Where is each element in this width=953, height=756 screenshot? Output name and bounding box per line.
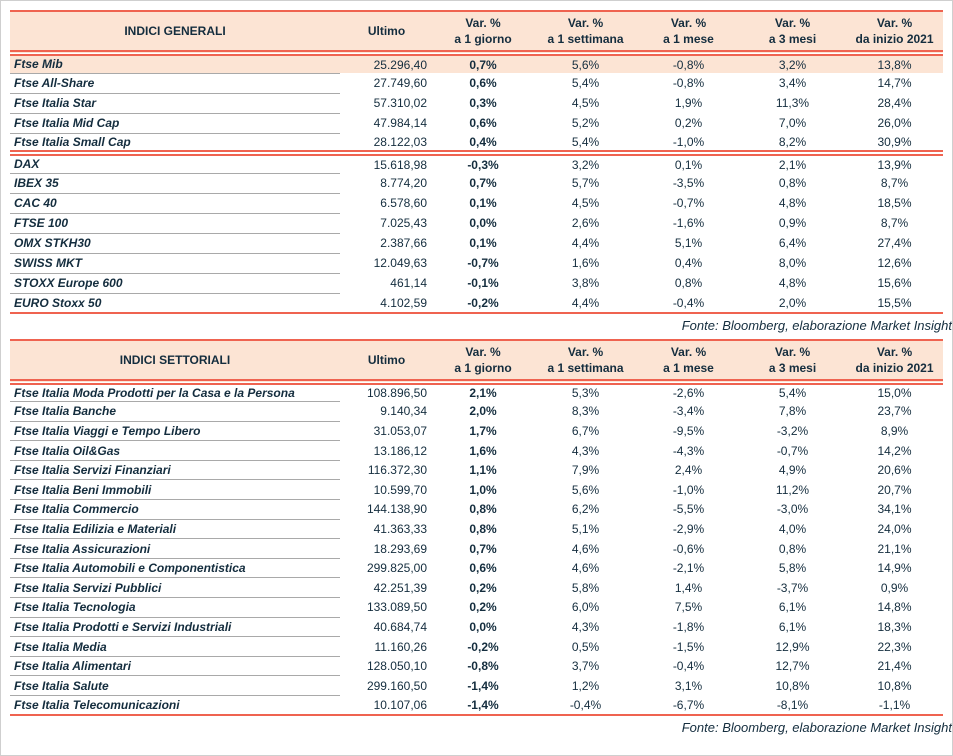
var-3-months-cell: 12,7% [775, 659, 810, 674]
var-1-month-cell: 0,8% [674, 276, 703, 290]
var-3-months-cell: 8,0% [778, 256, 807, 270]
var-1-week-cell: 6,2% [571, 502, 600, 517]
index-name-cell: Ftse Italia Mid Cap [10, 113, 340, 133]
table-row [10, 480, 943, 500]
var-1-month-cell: -4,3% [672, 443, 705, 458]
var-3-months-cell: 8,2% [778, 134, 807, 149]
var-1-day-cell: -0,2% [467, 295, 499, 310]
var-1-week-cell: 3,7% [571, 659, 600, 674]
column-header-ultimo: Ultimo [367, 24, 406, 38]
var-3-months-cell: 0,8% [778, 176, 807, 190]
var-ytd-2021-cell: 22,3% [877, 639, 912, 654]
table-row [10, 402, 943, 422]
column-header-var-1-day: Var. % a 1 giorno [454, 345, 512, 375]
last-value-cell: 57.310,02 [373, 96, 427, 110]
table-row [10, 617, 943, 637]
var-1-month-cell: 1,4% [674, 580, 703, 595]
index-name-cell: Ftse Italia Servizi Pubblici [10, 578, 340, 598]
var-ytd-2021-cell: 8,7% [880, 216, 909, 230]
var-1-month-cell: -9,5% [672, 423, 705, 438]
index-name-cell: Ftse Italia Star [10, 93, 340, 113]
last-value-cell: 133.089,50 [366, 600, 427, 615]
var-1-day-cell: -1,4% [467, 697, 499, 712]
var-1-week-cell: -0,4% [569, 697, 602, 712]
table-row [10, 460, 943, 480]
index-name-cell: OMX STKH30 [10, 233, 340, 253]
var-1-month-cell: 5,1% [674, 236, 703, 250]
var-1-week-cell: 1,2% [571, 678, 600, 693]
last-value-cell: 11.160,26 [374, 639, 427, 654]
var-ytd-2021-cell: 20,6% [877, 463, 912, 478]
last-value-cell: 47.984,14 [373, 116, 427, 130]
var-3-months-cell: 11,2% [775, 482, 810, 497]
var-ytd-2021-cell: 23,7% [877, 404, 912, 419]
index-name-cell: SWISS MKT [10, 253, 340, 273]
var-3-months-cell: 12,9% [775, 639, 810, 654]
var-3-months-cell: 7,8% [778, 404, 807, 419]
last-value-cell: 13.186,12 [373, 443, 427, 458]
index-name-cell: Ftse All-Share [10, 73, 340, 93]
table-row [10, 273, 943, 293]
var-1-month-cell: -1,6% [672, 216, 705, 230]
index-name-cell: Ftse Italia Moda Prodotti per la Casa e la Persona [10, 382, 340, 402]
general-indices-table [10, 10, 943, 314]
var-3-months-cell: 4,0% [778, 521, 807, 536]
var-1-month-cell: 0,1% [674, 157, 703, 172]
column-header-var-1-month: Var. % a 1 mese [663, 345, 714, 375]
var-1-week-cell: 3,2% [571, 157, 600, 172]
var-ytd-2021-cell: 14,9% [877, 561, 912, 576]
var-1-day-cell: -0,8% [467, 659, 499, 674]
index-name-cell: IBEX 35 [10, 173, 340, 193]
index-name-cell: Ftse Italia Commercio [10, 500, 340, 520]
table-row [10, 558, 943, 578]
var-1-month-cell: -2,6% [672, 386, 705, 401]
column-header-var-1-week: Var. % a 1 settimana [547, 16, 624, 46]
var-1-month-cell: 0,4% [674, 256, 703, 270]
table-row [10, 293, 943, 313]
column-header-var-3-months: Var. % a 3 mesi [768, 16, 817, 46]
var-1-week-cell: 4,3% [571, 619, 600, 634]
source-note: Fonte: Bloomberg, elaborazione Market Insight [681, 318, 952, 333]
var-ytd-2021-cell: 14,7% [877, 76, 912, 90]
index-name-cell: Ftse Italia Media [10, 637, 340, 657]
var-1-day-cell: -0,7% [467, 256, 499, 270]
sector-indices-table [10, 339, 943, 716]
last-value-cell: 8.774,20 [380, 176, 427, 190]
last-value-cell: 12.049,63 [373, 256, 427, 270]
column-header-ultimo: Ultimo [367, 353, 406, 367]
var-ytd-2021-cell: 0,9% [880, 580, 909, 595]
var-3-months-cell: 4,8% [778, 196, 807, 210]
var-1-month-cell: -1,0% [672, 482, 705, 497]
var-1-month-cell: -1,5% [672, 639, 705, 654]
var-3-months-cell: 6,1% [778, 600, 807, 615]
var-1-day-cell: 0,8% [469, 521, 497, 536]
last-value-cell: 299.825,00 [366, 561, 427, 576]
var-ytd-2021-cell: 14,2% [877, 443, 912, 458]
table-row [10, 113, 943, 133]
var-1-week-cell: 4,5% [571, 96, 600, 110]
var-ytd-2021-cell: 8,9% [880, 423, 909, 438]
var-1-month-cell: -2,1% [672, 561, 705, 576]
var-1-month-cell: 2,4% [674, 463, 703, 478]
var-1-week-cell: 7,9% [571, 463, 600, 478]
var-1-day-cell: 1,7% [469, 423, 497, 438]
var-3-months-cell: 6,1% [778, 619, 807, 634]
last-value-cell: 41.363,33 [373, 521, 427, 536]
index-name-cell: FTSE 100 [10, 213, 340, 233]
var-1-day-cell: 2,1% [469, 386, 497, 401]
var-1-day-cell: 1,1% [469, 463, 497, 478]
var-1-week-cell: 4,6% [571, 541, 600, 556]
var-ytd-2021-cell: 26,0% [877, 116, 912, 130]
var-1-month-cell: -0,6% [672, 541, 705, 556]
var-1-day-cell: -0,2% [467, 639, 499, 654]
table-title: INDICI GENERALI [124, 24, 226, 38]
var-3-months-cell: 2,0% [778, 295, 807, 310]
var-3-months-cell: -3,2% [776, 423, 809, 438]
var-1-day-cell: 0,1% [469, 236, 497, 250]
table-row [10, 133, 943, 153]
table-row [10, 500, 943, 520]
var-ytd-2021-cell: 10,8% [877, 678, 912, 693]
var-3-months-cell: 5,4% [778, 386, 807, 401]
last-value-cell: 10.107,06 [373, 697, 427, 712]
italian-indices-section [10, 53, 943, 153]
index-name-cell: Ftse Italia Banche [10, 402, 340, 422]
var-1-day-cell: 0,6% [469, 116, 497, 130]
index-name-cell: Ftse Italia Servizi Finanziari [10, 460, 340, 480]
table-row [10, 539, 943, 559]
table-row [10, 441, 943, 461]
last-value-cell: 42.251,39 [373, 580, 427, 595]
table-row [10, 598, 943, 618]
last-value-cell: 6.578,60 [380, 196, 427, 210]
var-1-month-cell: -5,5% [672, 502, 705, 517]
index-name-cell: Ftse Italia Prodotti e Servizi Industriali [10, 617, 340, 637]
var-3-months-cell: 6,4% [778, 236, 807, 250]
var-1-month-cell: -0,8% [638, 53, 739, 73]
column-header-var-1-day: Var. % a 1 giorno [454, 16, 512, 46]
var-3-months-cell: 3,2% [739, 53, 846, 73]
table-row [10, 676, 943, 696]
var-3-months-cell: -3,7% [776, 580, 809, 595]
last-value-cell: 9.140,34 [380, 404, 427, 419]
var-1-day-cell: 0,0% [469, 216, 497, 230]
column-header-var-1-week: Var. % a 1 settimana [547, 345, 624, 375]
var-ytd-2021-cell: -1,1% [878, 697, 911, 712]
var-1-month-cell: 7,5% [674, 600, 703, 615]
var-1-week-cell: 5,4% [571, 76, 600, 90]
var-1-week-cell: 5,6% [571, 482, 600, 497]
var-ytd-2021-cell: 27,4% [877, 236, 912, 250]
table-row [10, 253, 943, 273]
var-ytd-2021-cell: 12,6% [877, 256, 912, 270]
index-name-cell: Ftse Italia Telecomunicazioni [10, 696, 340, 716]
sector-indices-rows [10, 382, 943, 715]
last-value-cell: 10.599,70 [373, 482, 427, 497]
last-value-cell: 4.102,59 [380, 295, 427, 310]
table-row [10, 382, 943, 402]
var-1-week-cell: 4,3% [571, 443, 600, 458]
var-1-day-cell: 0,6% [469, 76, 497, 90]
var-1-day-cell: 0,6% [469, 561, 497, 576]
table-row [10, 233, 943, 253]
index-name-cell: EURO Stoxx 50 [10, 293, 340, 313]
last-value-cell: 461,14 [390, 276, 427, 290]
var-1-day-cell: 0,4% [469, 134, 497, 149]
column-header-var-ytd-2021: Var. % da inizio 2021 [855, 345, 934, 375]
var-ytd-2021-cell: 21,4% [877, 659, 912, 674]
var-1-month-cell: -0,7% [672, 196, 705, 210]
index-name-cell: Ftse Italia Assicurazioni [10, 539, 340, 559]
last-value-cell: 116.372,30 [367, 463, 427, 478]
var-ytd-2021-cell: 13,9% [877, 157, 912, 172]
var-1-week-cell: 0,5% [571, 639, 600, 654]
var-1-week-cell: 5,4% [571, 134, 600, 149]
var-1-week-cell: 5,7% [571, 176, 600, 190]
index-name-cell: Ftse Italia Alimentari [10, 656, 340, 676]
sector-indices-header [10, 340, 943, 382]
var-3-months-cell: -0,7% [776, 443, 809, 458]
var-1-day-cell: 1,6% [469, 443, 497, 458]
var-1-week-cell: 2,6% [571, 216, 600, 230]
var-1-week-cell: 6,0% [571, 600, 600, 615]
index-name-cell: Ftse Italia Tecnologia [10, 598, 340, 618]
var-1-day-cell: -0,3% [467, 157, 499, 172]
var-3-months-cell: 3,4% [778, 76, 807, 90]
var-ytd-2021-cell: 13,8% [846, 53, 943, 73]
var-1-month-cell: -0,4% [672, 295, 705, 310]
index-name-cell: STOXX Europe 600 [10, 273, 340, 293]
index-name-cell: Ftse Italia Small Cap [10, 133, 340, 153]
table-row [10, 93, 943, 113]
var-1-week-cell: 5,8% [571, 580, 600, 595]
index-name-cell: DAX [10, 153, 340, 173]
var-1-day-cell: -0,1% [467, 276, 499, 290]
column-header-var-1-month: Var. % a 1 mese [663, 16, 714, 46]
var-1-day-cell: 0,7% [469, 541, 497, 556]
var-3-months-cell: 0,8% [778, 541, 807, 556]
var-1-month-cell: -1,8% [672, 619, 705, 634]
var-1-month-cell: 1,9% [674, 96, 703, 110]
table-row [10, 53, 943, 73]
table-row [10, 213, 943, 233]
last-value-cell: 15.618,98 [373, 157, 427, 172]
var-3-months-cell: 10,8% [775, 678, 810, 693]
var-ytd-2021-cell: 15,5% [877, 295, 912, 310]
index-name-cell: CAC 40 [10, 193, 340, 213]
var-3-months-cell: 4,9% [778, 463, 807, 478]
last-value-cell: 31.053,07 [373, 423, 427, 438]
var-1-month-cell: -2,9% [672, 521, 705, 536]
last-value-cell: 108.896,50 [366, 386, 427, 401]
var-ytd-2021-cell: 30,9% [877, 134, 912, 149]
table-row [10, 637, 943, 657]
var-1-month-cell: -6,7% [672, 697, 705, 712]
var-1-week-cell: 5,3% [571, 386, 600, 401]
table-title: INDICI SETTORIALI [119, 353, 231, 367]
var-1-month-cell: -0,8% [672, 76, 705, 90]
european-indices-section [10, 153, 943, 313]
index-name-cell: Ftse Italia Beni Immobili [10, 480, 340, 500]
var-ytd-2021-cell: 28,4% [877, 96, 912, 110]
var-ytd-2021-cell: 8,7% [880, 176, 909, 190]
var-3-months-cell: 7,0% [778, 116, 807, 130]
var-ytd-2021-cell: 18,3% [877, 619, 912, 634]
var-1-day-cell: 2,0% [469, 404, 497, 419]
var-1-week-cell: 5,6% [533, 53, 638, 73]
table-row [10, 656, 943, 676]
var-3-months-cell: 4,8% [778, 276, 807, 290]
var-ytd-2021-cell: 18,5% [877, 196, 912, 210]
var-ytd-2021-cell: 14,8% [877, 600, 912, 615]
var-1-day-cell: 0,8% [469, 502, 497, 517]
var-1-week-cell: 4,6% [571, 561, 600, 576]
last-value-cell: 7.025,43 [380, 216, 427, 230]
var-1-day-cell: 0,1% [469, 196, 497, 210]
column-header-var-3-months: Var. % a 3 mesi [768, 345, 817, 375]
var-1-day-cell: 0,2% [469, 580, 497, 595]
var-1-week-cell: 6,7% [571, 423, 600, 438]
table-row [10, 173, 943, 193]
index-name-cell: Ftse Italia Salute [10, 676, 340, 696]
last-value-cell: 28.122,03 [373, 134, 427, 149]
var-1-week-cell: 5,2% [571, 116, 600, 130]
column-header-var-ytd-2021: Var. % da inizio 2021 [855, 16, 934, 46]
var-1-month-cell: 0,2% [674, 116, 703, 130]
index-name-cell: Ftse Italia Oil&Gas [10, 441, 340, 461]
var-1-day-cell: 0,3% [469, 96, 497, 110]
var-3-months-cell: 0,9% [778, 216, 807, 230]
var-1-week-cell: 4,4% [571, 295, 600, 310]
index-name-cell: Ftse Italia Automobili e Componentistica [10, 558, 340, 578]
last-value-cell: 2.387,66 [380, 236, 427, 250]
var-3-months-cell: 5,8% [778, 561, 807, 576]
var-1-day-cell: 0,7% [469, 176, 497, 190]
last-value-cell: 299.160,50 [366, 678, 427, 693]
var-ytd-2021-cell: 15,6% [877, 276, 912, 290]
index-name-cell: Ftse Mib [10, 53, 340, 73]
var-1-month-cell: -1,0% [672, 134, 705, 149]
var-1-month-cell: -0,4% [672, 659, 705, 674]
var-1-week-cell: 4,5% [571, 196, 600, 210]
last-value-cell: 128.050,10 [366, 659, 427, 674]
var-1-day-cell: 0,2% [469, 600, 497, 615]
var-1-day-cell: 0,0% [469, 619, 497, 634]
last-value-cell: 25.296,40 [340, 53, 433, 73]
table-row [10, 153, 943, 173]
var-ytd-2021-cell: 24,0% [877, 521, 912, 536]
table-row [10, 73, 943, 93]
table-row [10, 421, 943, 441]
var-ytd-2021-cell: 15,0% [877, 386, 912, 401]
index-name-cell: Ftse Italia Viaggi e Tempo Libero [10, 421, 340, 441]
last-value-cell: 144.138,90 [366, 502, 427, 517]
var-1-month-cell: -3,4% [672, 404, 705, 419]
general-indices-header [10, 11, 943, 53]
index-name-cell: Ftse Italia Edilizia e Materiali [10, 519, 340, 539]
var-1-day-cell: 0,7% [433, 53, 533, 73]
var-3-months-cell: 2,1% [778, 157, 807, 172]
var-ytd-2021-cell: 20,7% [877, 482, 912, 497]
table-row [10, 519, 943, 539]
source-note: Fonte: Bloomberg, elaborazione Market Insight [681, 720, 952, 736]
var-1-day-cell: 1,0% [469, 482, 497, 497]
var-1-month-cell: -3,5% [672, 176, 705, 190]
var-1-week-cell: 1,6% [571, 256, 600, 270]
var-3-months-cell: 11,3% [775, 96, 810, 110]
var-1-week-cell: 4,4% [571, 236, 600, 250]
last-value-cell: 40.684,74 [373, 619, 427, 634]
table-row [10, 578, 943, 598]
var-1-month-cell: 3,1% [674, 678, 703, 693]
var-1-week-cell: 8,3% [571, 404, 600, 419]
last-value-cell: 18.293,69 [373, 541, 427, 556]
last-value-cell: 27.749,60 [373, 76, 427, 90]
var-1-day-cell: -1,4% [467, 678, 499, 693]
table-row [10, 193, 943, 213]
table-row [10, 696, 943, 716]
var-ytd-2021-cell: 34,1% [877, 502, 912, 517]
var-1-week-cell: 3,8% [571, 276, 600, 290]
var-ytd-2021-cell: 21,1% [877, 541, 912, 556]
var-3-months-cell: -8,1% [776, 697, 809, 712]
var-3-months-cell: -3,0% [776, 502, 809, 517]
var-1-week-cell: 5,1% [571, 521, 600, 536]
